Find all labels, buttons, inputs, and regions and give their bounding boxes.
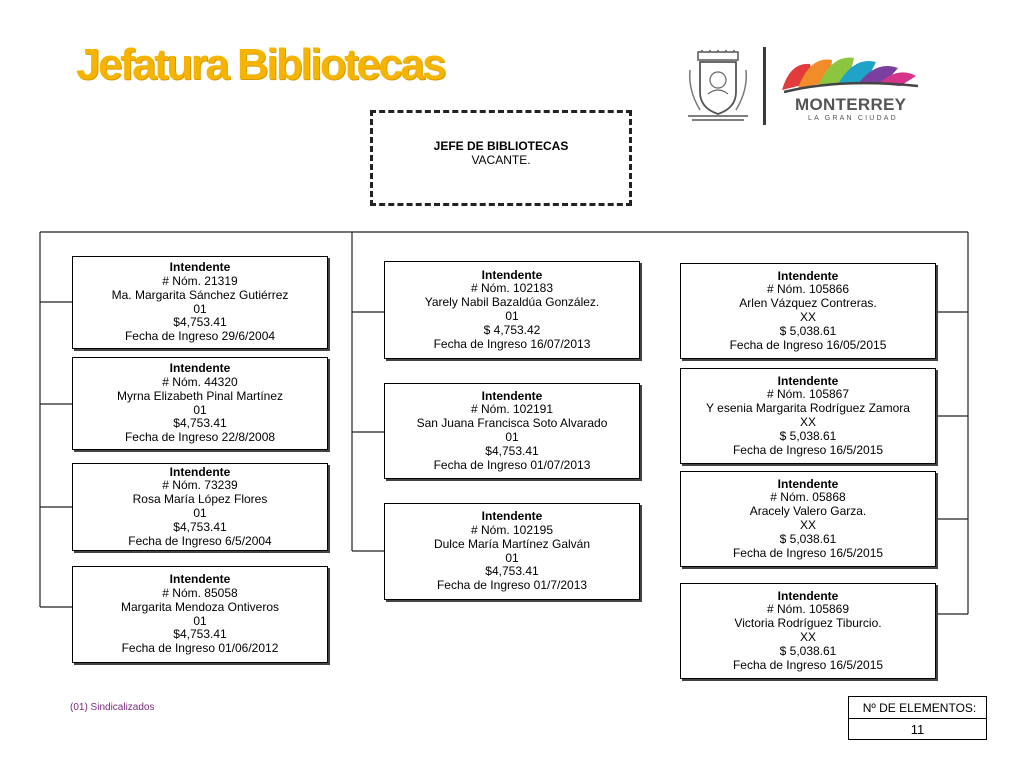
logo-tagline: LA GRAN CIUDAD: [808, 115, 898, 122]
employee-salary: $ 5,038.61: [779, 323, 837, 338]
employee-role: Intendente: [777, 588, 839, 603]
employee-number: # Nóm. 21319: [162, 273, 238, 288]
employee-name: Arlen Vázquez Contreras.: [739, 296, 877, 311]
employee-start-date: Fecha de Ingreso 22/8/2008: [124, 430, 276, 445]
employee-name: Margarita Mendoza Ontiveros: [120, 599, 280, 614]
employee-box: [384, 261, 640, 359]
employee-start-date: Fecha de Ingreso 01/07/2013: [433, 457, 591, 472]
employee-role: Intendente: [169, 260, 231, 275]
logo-wordmark: MONTERREY: [795, 95, 907, 114]
employee-role: Intendente: [777, 476, 839, 491]
employee-salary: $4,753.41: [173, 519, 227, 534]
employee-name: San Juana Francisca Soto Alvarado: [416, 416, 608, 431]
employee-salary: $4,753.41: [173, 416, 227, 431]
employee-salary: $4,753.41: [173, 315, 227, 330]
employee-box: [72, 357, 328, 450]
employee-start-date: Fecha de Ingreso 29/6/2004: [124, 329, 276, 344]
employee-number: # Nóm. 105869: [766, 602, 850, 617]
employee-name: Rosa María López Flores: [132, 492, 268, 507]
employee-number: # Nóm. 105867: [766, 387, 850, 402]
employee-role: Intendente: [169, 464, 231, 479]
employee-box: [680, 471, 936, 567]
employee-box: [680, 368, 936, 464]
employee-box: [384, 503, 640, 600]
employee-code: XX: [799, 310, 816, 324]
employee-code: 01: [193, 506, 207, 520]
employee-name: Y esenia Margarita Rodríguez Zamora: [706, 401, 910, 416]
employee-start-date: Fecha de Ingreso 16/5/2015: [732, 545, 884, 560]
element-count-label: Nº DE ELEMENTOS:: [849, 697, 986, 719]
employee-number: # Nóm. 85058: [162, 585, 238, 600]
employee-number: # Nóm. 05868: [770, 490, 846, 505]
employee-salary: $4,753.41: [485, 564, 539, 579]
employee-role: Intendente: [777, 373, 839, 388]
employee-code: XX: [799, 630, 816, 644]
employee-salary: $ 4,753.42: [483, 322, 541, 337]
employee-salary: $4,753.41: [173, 627, 227, 642]
employee-salary: $ 5,038.61: [779, 428, 837, 443]
employee-salary: $ 5,038.61: [779, 643, 837, 658]
employee-code: 01: [193, 301, 207, 316]
employee-number: # Nóm. 105866: [766, 282, 850, 297]
footnote-unionized: (01) Sindicalizados: [70, 702, 155, 713]
employee-role: Intendente: [481, 509, 543, 524]
employee-code: XX: [799, 415, 816, 429]
employee-number: # Nóm. 102195: [470, 522, 554, 537]
employee-start-date: Fecha de Ingreso 16/5/2015: [732, 442, 884, 457]
employee-box: [680, 263, 936, 359]
chief-status: VACANTE.: [471, 153, 531, 167]
employee-code: 01: [505, 309, 519, 323]
chief-title: JEFE DE BIBLIOTECAS: [433, 139, 569, 153]
employee-code: 01: [193, 402, 207, 417]
employee-box: [72, 256, 328, 349]
employee-name: Yarely Nabil Bazaldúa González.: [424, 295, 600, 310]
employee-number: # Nóm. 102183: [470, 281, 554, 296]
employee-code: 01: [193, 613, 207, 628]
employee-code: 01: [505, 550, 519, 565]
employee-start-date: Fecha de Ingreso 16/07/2013: [433, 336, 591, 351]
employee-box: [72, 463, 328, 551]
element-count-box: [848, 696, 987, 740]
employee-role: Intendente: [777, 268, 839, 283]
employee-role: Intendente: [169, 361, 231, 376]
employee-start-date: Fecha de Ingreso 01/7/2013: [436, 578, 588, 593]
employee-role: Intendente: [481, 267, 543, 282]
employee-start-date: Fecha de Ingreso 6/5/2004: [128, 533, 272, 548]
employee-number: # Nóm. 102191: [470, 402, 554, 417]
employee-code: XX: [799, 518, 816, 532]
employee-name: Victoria Rodríguez Tiburcio.: [734, 616, 882, 631]
employee-role: Intendente: [169, 572, 231, 587]
chief-position-box: [370, 110, 632, 206]
employee-salary: $4,753.41: [485, 443, 539, 458]
employee-code: 01: [505, 430, 519, 444]
element-count-value: 11: [910, 722, 925, 737]
employee-name: Myrna Elizabeth Pinal Martínez: [116, 388, 284, 403]
employee-role: Intendente: [481, 388, 543, 403]
employee-name: Dulce María Martínez Galván: [433, 536, 591, 551]
employee-start-date: Fecha de Ingreso 16/5/2015: [732, 657, 884, 672]
employee-number: # Nóm. 73239: [162, 478, 238, 493]
employee-box: [72, 566, 328, 663]
employee-number: # Nóm. 44320: [162, 374, 238, 389]
employee-start-date: Fecha de Ingreso 16/05/2015: [729, 337, 887, 352]
employee-salary: $ 5,038.61: [779, 531, 837, 546]
employee-box: [384, 383, 640, 479]
employee-start-date: Fecha de Ingreso 01/06/2012: [121, 641, 279, 656]
page-title: Jefatura Bibliotecas: [76, 40, 445, 89]
employee-box: [680, 583, 936, 679]
employee-name: Ma. Margarita Sánchez Gutiérrez: [111, 287, 289, 302]
employee-name: Aracely Valero Garza.: [749, 504, 867, 519]
